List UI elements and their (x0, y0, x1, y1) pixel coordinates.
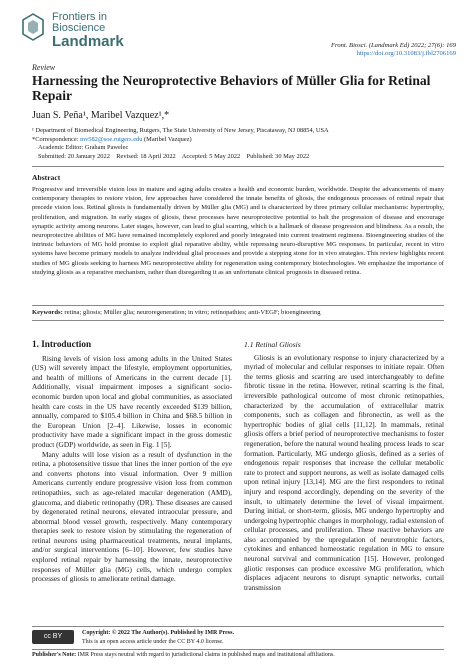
authors: Juan S. Peña¹, Maribel Vazquez¹,* (32, 110, 170, 121)
article-type: Review (32, 63, 56, 72)
keywords-bottom-rule (32, 320, 444, 321)
correspondence-label: *Correspondence: (32, 135, 81, 143)
doi-link[interactable]: https://doi.org/10.31083/j.fbl2706169 (356, 50, 456, 57)
body-right-column (244, 340, 444, 620)
intro-paragraph-2: Many adults will lose vision as a result of dysfunction in the retina, a photosensitive tissue that lines the inner portion of the eye and converts photons into visual information. Over 9 million Americans currently endure progressive vision loss from common retinopathies, such as age-related macular degeneration (AMD), glaucoma, and diabetic retinopathy (DR). These diseases are caused by degenerated retinal neurons, elevated intraocular pressure, and abnormal blood vessel growth, respectively. Many contemporary therapies seek to restore vision by stimulating the regeneration of retinal neurons using pharmaceutical treatments, neural implants, and/or surgical interventions [6–10]. However, few studies have explored retinal repair by harnessing the innate, neuroprotective responses of Müller glia (MG) cells, which undergo complex processes of gliosis to ameliorate retinal damage. (32, 449, 232, 584)
affiliation: ¹ Department of Biomedical Engineering, Rutgers, The State University of New Jersey, Piscataway, NJ 08854, USA (32, 127, 329, 134)
journal-citation: Front. Biosci. (Landmark Ed) 2022; 27(6): 169 (330, 42, 456, 49)
cc-license-badge[interactable] (32, 630, 74, 644)
logo-text-line1: Frontiers in (52, 11, 108, 23)
intro-paragraph-1: Rising levels of vision loss among adults in the United States (US) will severely impact the lifestyle, employment opportunities, and health of millions of Americans in the current decade [1]. Additionally, visual impairment imposes a significant socio-economic burden upon local and global communities, as associated health care costs in the US have recently exceeded $139 billion, annually, compared to $105.4 billion in China and $68.5 billion in the European Union [2–4]. Likewise, losses in economic productivity have made a significant impact in the gross domestic product (GDP) worldwide, as seen in Fig. 1 [5]. (32, 353, 232, 449)
copyright-block (82, 629, 234, 646)
cc-license-label: cc BY (43, 633, 63, 640)
publisher-note (32, 652, 335, 658)
journal-logo-icon (22, 13, 44, 41)
academic-editor: Academic Editor: Graham Pawelec (38, 144, 129, 151)
section-heading-introduction: 1. Introduction (32, 339, 92, 349)
keywords-text: retina; gliosis; Müller glia; neuroregeneration; in vitro; retinopathies; anti-VEGF; bioengineering (62, 309, 321, 316)
gliosis-paragraph-1: Gliosis is an evolutionary response to injury characterized by a myriad of molecular and cellular responses to initiate repair. Often the terms gliosis and scarring are used interchangeably to define fibrotic tissue in the retina. However, retinal scarring is the final, irreversible pathological outcome of most chronic retinopathies, characterized by the accumulation of extracellular matrix components, such as collagen and fibronectin, as well as the hypertrophic bodies of glial cells [11,12]. In mammals, retinal gliosis offers a brief period of neuroprotective mechanisms to foster regeneration, before the natural wound healing process leads to scar formation. Particularly, MG undergo gliosis, defined as a series of endogenous repair responses that increase the cellular metabolic rate to protect and support neurons, as well as isolate damaged cells upon retinal injury [13,14]. MG are the first responders to retinal injury and respond accordingly, depending on the severity of the insult, to ultimately determine the level of visual impairment. During initial, or short-term, gliosis, MG undergo hypertrophy and undergoing hypertrophic changes in morphology, radial extension of cellular processes, and proliferation. These reactive behaviors are also accompanied by the upregulation of neurotrophic factors, cytokines and enhanced homeostatic regulation in MG to ensure neuronal survival and communication [15]. However, prolonged gliotic responses can produce excessive MG proliferation, which displaces adjacent neurons to disrupt synaptic networks, curtail transmission (244, 352, 444, 592)
logo-text-line2: Bioscience (52, 22, 106, 34)
article-dates: Submitted: 20 January 2022 Revised: 18 April 2022 Accepted: 5 May 2022 Published: 30 May 2022 (38, 152, 310, 160)
keywords-top-rule (32, 305, 444, 306)
correspondence (32, 136, 329, 145)
footer-bottom-rule (32, 649, 444, 650)
copyright-line-2: This is an open access article under the CC BY 4.0 license. (82, 638, 224, 645)
correspondence-name: (Maribel Vazquez) (142, 135, 192, 143)
article-title: Harnessing the Neuroprotective Behaviors of Müller Glia for Retinal Repair (32, 73, 431, 103)
keywords-label: Keywords: (32, 309, 63, 316)
abstract-top-rule (32, 166, 444, 167)
footer-rule (32, 626, 444, 627)
abstract-heading: Abstract (32, 173, 61, 182)
body-left-column (32, 340, 232, 584)
subsection-heading-retinal-gliosis: 1.1 Retinal Gliosis (244, 340, 301, 349)
copyright-line-1: Copyright: © 2022 The Author(s). Published by IMR Press. (82, 630, 234, 636)
publisher-note-text: IMR Press stays neutral with regard to jurisdictional claims in published maps and institutional affiliations. (76, 652, 335, 658)
correspondence-email[interactable]: mv582@soe.rutgers.edu (80, 135, 143, 143)
affiliation-block (32, 127, 329, 161)
logo-text-line3: Landmark (52, 33, 124, 50)
keywords (32, 309, 444, 316)
publisher-note-label: Publisher's Note: (32, 652, 77, 658)
abstract-text: Progressive and irreversible vision loss in mature and aging adults creates a health and economic burden, worldwide. Despite the advancements of many contemporary therapies to restore vision, few approaches have considered the innate benefits of gliosis, the endogenous processes of retinal repair that precede vision loss. Retinal gliosis is fundamentally driven by Müller glia (MG) and is characterized by three primary cellular mechanisms: hypertrophy, proliferation, and migration. In early stages of gliosis, these processes have neuroprotective potential to halt the progression of disease and encourage synaptic activity among neurons. Later stages, however, can lead to glial scarring, which is a hallmark of disease progression and blindness. As a result, the neuroprotective abilities of MG have remained incompletely explored and poorly integrated into current treatment regimens. Bioengineering studies of the intrinsic behaviors of MG hold promise to exploit glial reparative ability, while repressing neuro-disruptive MG responses. In particular, recent in vitro systems have become primary models to analyze individual glial processes and provide a stepping stone for in vivo strategies. This review highlights recent studies of MG gliosis seeking to harness MG neuroprotective ability for regeneration using contemporary biotechnologies. We emphasize the importance of studying gliosis as a reparative mechanism, rather than disregarding it as an unfortunate clinical prognosis in diseased retina. (32, 186, 444, 276)
